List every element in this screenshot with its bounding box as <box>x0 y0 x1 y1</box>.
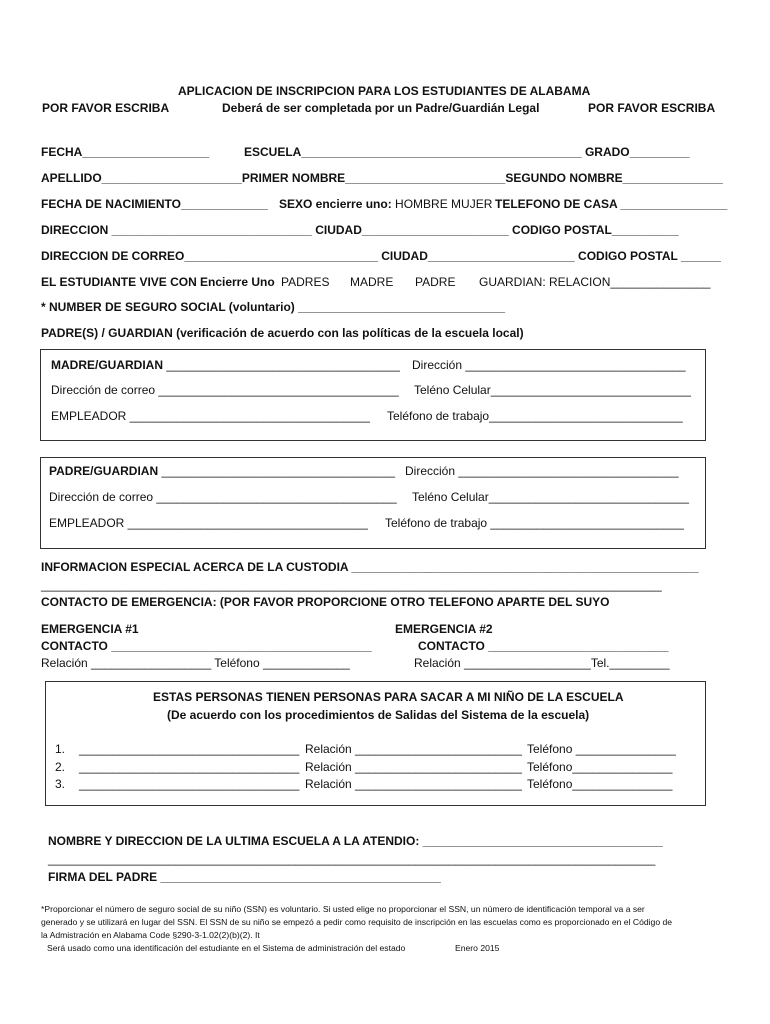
custodia-field[interactable]: INFORMACION ESPECIAL ACERCA DE LA CUSTODIA ____________________________________________________ <box>41 560 699 574</box>
header-center: Deberá de ser completada por un Padre/Guardián Legal <box>222 101 540 115</box>
madre-direccion-field[interactable]: Dirección _________________________________ <box>412 358 686 372</box>
vive-opt-guardian[interactable]: GUARDIAN: RELACION_______________ <box>479 275 711 289</box>
custodia-line[interactable]: _____________________________________________________________________________________________ <box>41 578 662 592</box>
fecha-field[interactable]: FECHA___________________ <box>41 145 210 159</box>
padre-direccion-field[interactable]: Dirección _________________________________ <box>405 464 679 478</box>
pickup-num: 2. <box>55 760 66 774</box>
escuela-grado-field[interactable]: ESCUELA__________________________________________ GRADO_________ <box>244 145 690 159</box>
padre-celular-field[interactable]: Teléno Celular______________________________ <box>412 490 689 504</box>
pickup-telefono-field[interactable]: Teléfono_______________ <box>527 760 673 774</box>
madre-empleador-field[interactable]: EMPLEADOR ____________________________________ <box>51 409 370 423</box>
footnote-line-2: generado y se utilizará en lugar del SSN. El SSN de su niño se empezó a pedir como requisito de inscripción en las escuelas como es proporcionado en el Código de <box>41 917 673 927</box>
footnote-date: Enero 2015 <box>455 943 500 953</box>
pickup-relacion-field[interactable]: Relación _________________________ <box>305 760 522 774</box>
sexo-label: SEXO encierre uno: <box>279 197 392 211</box>
sexo-group[interactable] <box>279 197 492 211</box>
form-title: APLICACION DE INSCRIPCION PARA LOS ESTUDIANTES DE ALABAMA <box>178 84 591 98</box>
firma-padre-field[interactable]: FIRMA DEL PADRE __________________________________________ <box>48 870 441 884</box>
direccion-field[interactable]: DIRECCION ______________________________ CIUDAD______________________ CODIGO POSTAL__________ <box>41 223 679 237</box>
padre-correo-field[interactable]: Dirección de correo ____________________________________ <box>49 490 397 504</box>
madre-guardian-box <box>40 349 706 441</box>
pickup-box <box>45 681 706 806</box>
padre-guardian-line[interactable]: ___________________________________ <box>161 464 396 478</box>
pickup-name-field[interactable]: _________________________________ <box>79 760 300 774</box>
emergencia1-relacion-field[interactable]: Relación __________________ Teléfono _____________ <box>41 656 350 670</box>
madre-guardian-line[interactable]: ___________________________________ <box>166 358 400 372</box>
correo-field[interactable]: DIRECCION DE CORREO_____________________________ CIUDAD______________________ CODIGO POSTAL ______ <box>41 249 721 263</box>
madre-correo-field[interactable]: Dirección de correo ____________________________________ <box>51 383 399 397</box>
pickup-num: 1. <box>55 742 66 756</box>
pickup-name-field[interactable]: _________________________________ <box>79 742 300 756</box>
emergencia1-contacto-field[interactable]: CONTACTO _______________________________________ <box>41 639 372 653</box>
padre-guardian-label: PADRE/GUARDIAN <box>49 464 159 478</box>
footnote-line-1: *Proporcionar el número de seguro social de su niño (SSN) es voluntario. Si usted elige no proporcionar el SSN, un número de identificación temporal va a ser <box>41 904 645 914</box>
ultima-escuela-line[interactable]: ___________________________________________________________________________________________ <box>48 852 656 866</box>
padre-telefono-trabajo-field[interactable]: Teléfono de trabajo _____________________________ <box>385 516 684 530</box>
nombre-fields[interactable]: APELLIDO_____________________PRIMER NOMBRE________________________SEGUNDO NOMBRE_______________ <box>41 171 723 185</box>
footnote-line-4: Será usado como una identificación del estudiante en el Sistema de administración del estado <box>47 943 406 953</box>
footnote-line-3: la Admistración en Alabama Code §290-3-1.02(2)(b)(2). It <box>41 930 260 940</box>
padre-guardian-field[interactable] <box>49 464 395 478</box>
fecha-nacimiento-field[interactable]: FECHA DE NACIMIENTO_____________ <box>41 197 268 211</box>
madre-guardian-label: MADRE/GUARDIAN <box>51 358 163 372</box>
pickup-telefono-field[interactable]: Teléfono_______________ <box>527 777 673 791</box>
sexo-options[interactable]: HOMBRE MUJER <box>395 197 493 211</box>
ssn-field[interactable]: * NUMBER DE SEGURO SOCIAL (voluntario) _______________________________ <box>41 300 506 314</box>
emergencia2-title: EMERGENCIA #2 <box>395 622 493 636</box>
vive-con-label: EL ESTUDIANTE VIVE CON <box>41 275 197 289</box>
padre-empleador-field[interactable]: EMPLEADOR ____________________________________ <box>49 516 368 530</box>
padres-heading: PADRE(S) / GUARDIAN (verificación de acuerdo con las políticas de la escuela local) <box>41 326 524 340</box>
header-right: POR FAVOR ESCRIBA <box>588 101 716 115</box>
madre-guardian-field[interactable] <box>51 358 400 372</box>
vive-opt-madre[interactable]: MADRE <box>350 275 394 289</box>
pickup-name-field[interactable]: _________________________________ <box>79 777 300 791</box>
vive-opt-padres[interactable]: PADRES <box>281 275 330 289</box>
emergencia2-relacion-field[interactable]: Relación ___________________Tel._________ <box>414 656 670 670</box>
pickup-relacion-field[interactable]: Relación _________________________ <box>305 777 522 791</box>
pickup-telefono-field[interactable]: Teléfono _______________ <box>527 742 676 756</box>
emergencia2-contacto-field[interactable]: CONTACTO ___________________________ <box>418 639 669 653</box>
pickup-subtitle: (De acuerdo con los procedimientos de Salidas del Sistema de la escuela) <box>167 708 590 722</box>
emergencia-heading: CONTACTO DE EMERGENCIA: (POR FAVOR PROPORCIONE OTRO TELEFONO APARTE DEL SUYO <box>41 595 610 609</box>
telefono-casa-field[interactable]: TELEFONO DE CASA ________________ <box>495 197 728 211</box>
header-left: POR FAVOR ESCRIBA <box>42 101 170 115</box>
padre-guardian-box <box>40 457 706 549</box>
vive-encierre-label: Encierre Uno <box>200 275 275 289</box>
vive-opt-padre[interactable]: PADRE <box>415 275 456 289</box>
pickup-title: ESTAS PERSONAS TIENEN PERSONAS PARA SACAR A MI NIÑO DE LA ESCUELA <box>153 690 624 704</box>
madre-telefono-trabajo-field[interactable]: Teléfono de trabajo_____________________________ <box>387 409 683 423</box>
madre-celular-field[interactable]: Teléno Celular______________________________ <box>414 383 691 397</box>
ultima-escuela-field[interactable]: NOMBRE Y DIRECCION DE LA ULTIMA ESCUELA A LA ATENDIO: ____________________________________ <box>48 834 663 848</box>
pickup-num: 3. <box>55 777 66 791</box>
emergencia1-title: EMERGENCIA #1 <box>41 622 139 636</box>
pickup-relacion-field[interactable]: Relación _________________________ <box>305 742 522 756</box>
